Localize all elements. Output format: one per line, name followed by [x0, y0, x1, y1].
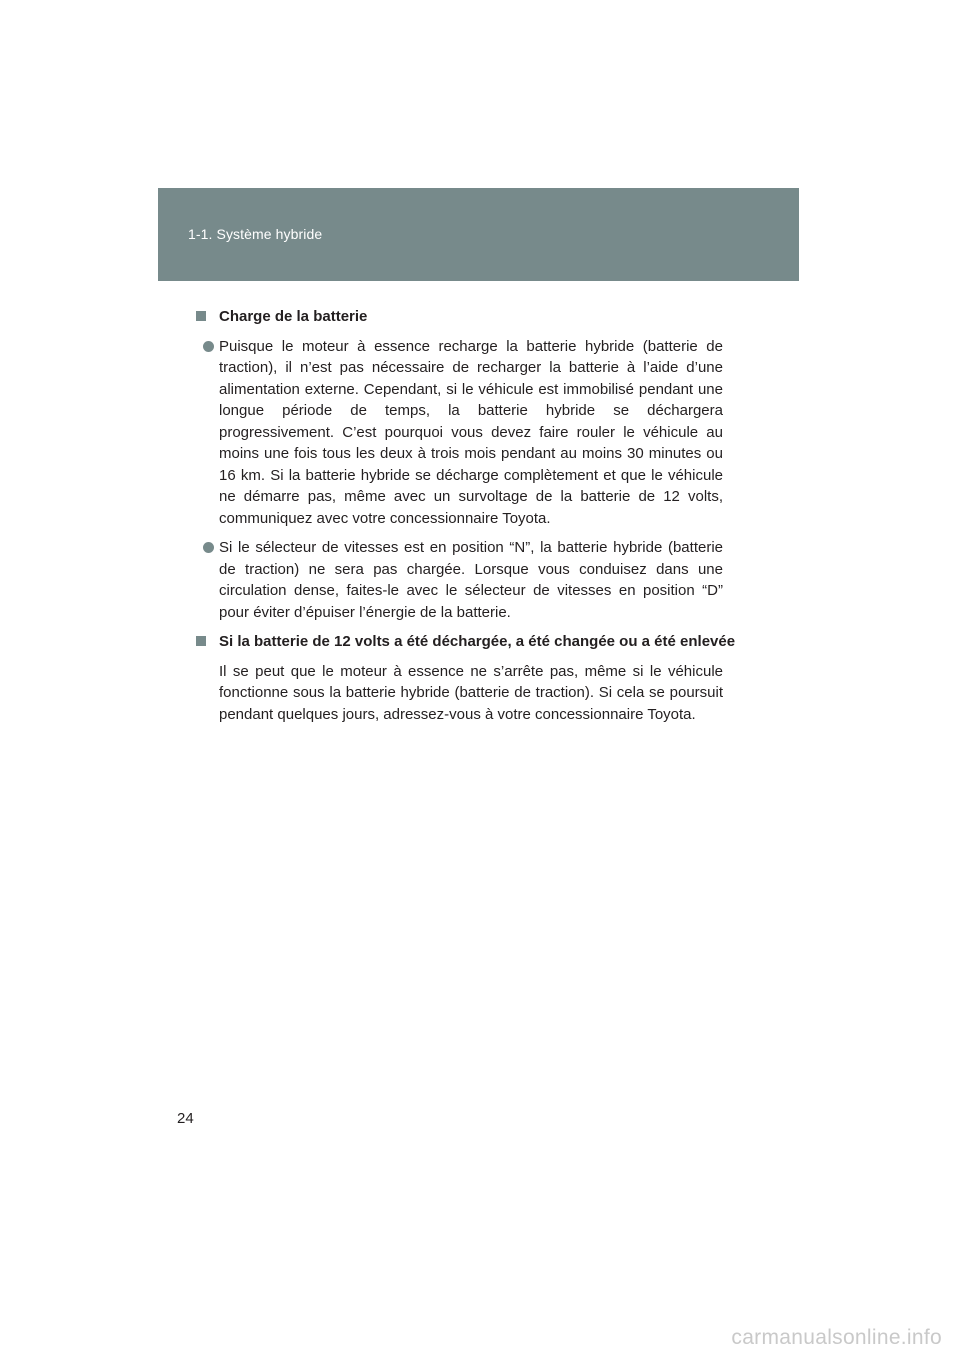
section-heading-12v-battery: [196, 631, 736, 653]
heading-text: Charge de la batterie: [219, 308, 368, 325]
list-item: [196, 336, 723, 530]
round-bullet-icon: [203, 341, 214, 352]
heading-text: Si la batterie de 12 volts a été déchargée, a été changée ou a été enlevée: [219, 633, 736, 650]
list-item-text: Puisque le moteur à essence recharge la batterie hybride (batterie de traction), il n’est pas nécessaire de recharger la batterie à l’aide d’une alimentation externe. Cependant, si le véhicule est immobilisé pendant une longue période de temps, la batterie hybride se déchargera progressivement. C’est pourquoi vous devez faire rouler le véhicule au moins une fois tous les deux à trois mois pendant au moins 30 minutes ou 16 km. Si la batterie hybride se décharge complètement et que le véhicule ne démarre pas, même avec un survoltage de la batterie de 12 volts, communiquez avec votre concessionnaire Toyota.: [219, 337, 723, 527]
round-bullet-icon: [203, 542, 214, 553]
section-title: 1-1. Système hybride: [188, 226, 323, 242]
page-content: [196, 306, 736, 725]
list-item: [196, 537, 723, 623]
watermark: carmanualsonline.info: [731, 1326, 942, 1349]
square-bullet-icon: [196, 311, 206, 321]
section-paragraph: Il se peut que le moteur à essence ne s’arrête pas, même si le véhicule fonctionne sous la batterie hybride (batterie de traction). Si cela se poursuit pendant quelques jours, adressez-vous à votre concessionnaire Toyota.: [219, 662, 723, 723]
page-number: 24: [177, 1110, 194, 1127]
section-header-band: [158, 188, 799, 281]
section-heading-battery-charge: [196, 306, 736, 328]
list-item-text: Si le sélecteur de vitesses est en position “N”, la batterie hybride (batterie de traction) ne sera pas chargée. Lorsque vous conduisez dans une circulation dense, faites-le avec le sélecteur de vitesses en position “D” pour éviter d’épuiser l’énergie de la batterie.: [219, 539, 723, 621]
square-bullet-icon: [196, 636, 206, 646]
